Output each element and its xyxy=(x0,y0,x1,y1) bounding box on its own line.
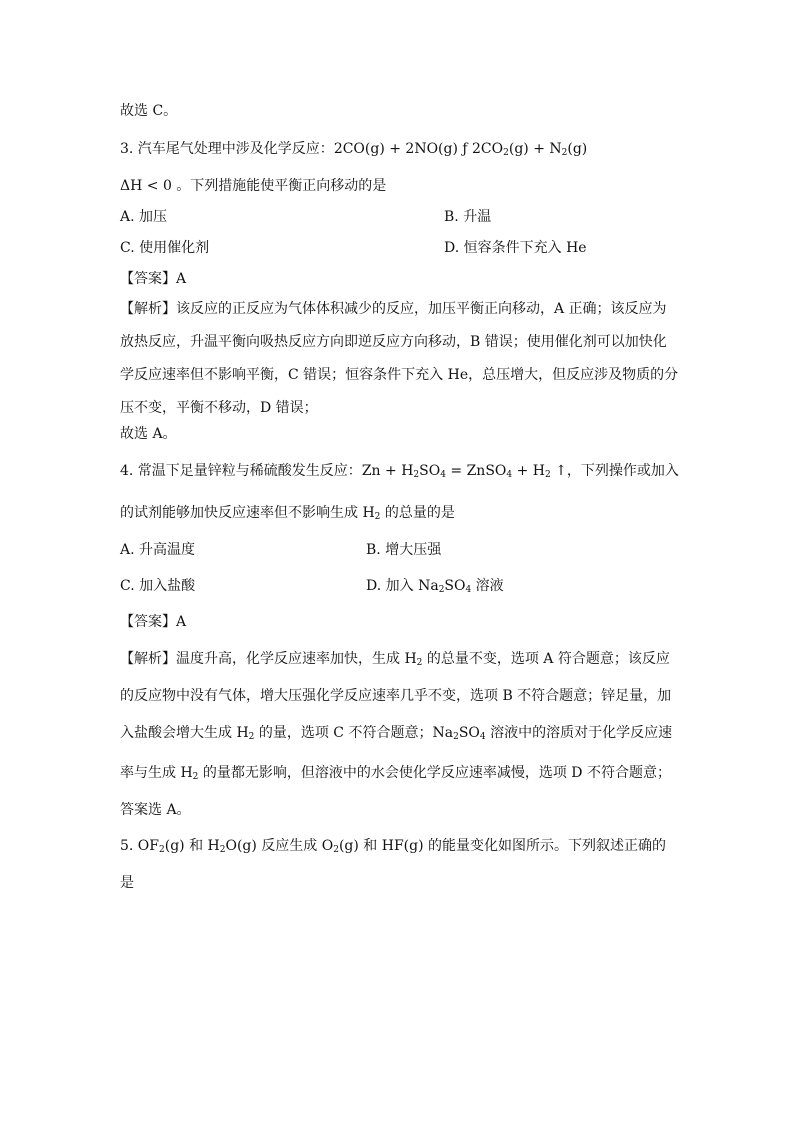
q4-option-c: C. 加入盐酸 xyxy=(120,578,196,594)
q4-option-b: B. 增大压强 xyxy=(366,542,442,558)
q3-option-c: C. 使用催化剂 xyxy=(120,240,210,256)
q3-option-d: D. 恒容条件下充入 He xyxy=(444,240,587,256)
q5-stem: 5. $OF_2(g)$ 和 $H_2O(g)$ 反应生成 $O_2(g)$ 和 HF(g) 的能量变化如图所示。下列叙述正确的 xyxy=(120,838,666,855)
q2-conclusion: 故选 C。 xyxy=(120,103,178,119)
q3-stem xyxy=(120,140,587,158)
q3-stem-line2: ΔH < 0 。下列措施能使平衡正向移动的是 xyxy=(120,178,387,194)
q4-option-a: A. 升高温度 xyxy=(120,542,196,558)
q3-conclusion: 故选 A。 xyxy=(120,426,177,442)
q3-analysis: 【解析】该反应的正反应为气体体积减少的反应，加压平衡正向移动，A 正确；该反应为放热反应，升温平衡向吸热反应方向即逆反应方向移动，B 错误；使用催化剂可以加快化学反应速率但不影响平衡，C 错误；恒容条件下充入 He，总压增大，但反应涉及物质的分压不变，平衡不移动，D 错误； xyxy=(120,301,679,416)
q4-stem-suffix: ，下列操作或加入 xyxy=(566,463,679,479)
q4-analysis-line2: 的反应物中没有气体，增大压强化学反应速率几乎不变，选项 B 不符合题意；锌足量，加 xyxy=(120,688,672,704)
q4-analysis-line4: 率与生成 $H_2$ 的量都无影响，但溶液中的水会使化学反应速率减慢，选项 D 不符合题意； xyxy=(120,765,671,782)
q4-equation: $Zn + H_2SO_4$ = ZnSO$_4$ + $H_2$ ↑ xyxy=(361,463,567,480)
q4-stem xyxy=(120,462,679,480)
q4-analysis-line1: 【解析】温度升高，化学反应速率加快，生成 $H_2$ 的总量不变，选项 A 符合题意；该反应 xyxy=(120,651,670,668)
q3-answer: 【答案】A xyxy=(120,271,187,287)
q4-stem-prefix: 4. 常温下足量锌粒与稀硫酸发生反应： xyxy=(120,463,362,479)
q5-stem-line2: 是 xyxy=(120,875,134,891)
q4-answer: 【答案】A xyxy=(120,614,187,630)
q4-analysis-line3: 入盐酸会增大生成 $H_2$ 的量，选项 C 不符合题意；$Na_2SO_4$ 溶液中的溶质对于化学反应速 xyxy=(120,725,673,742)
q3-equation: 2CO(g) + 2NO(g) ƒ $2CO_2(g) + N_2(g)$ xyxy=(333,141,588,158)
q3-stem-prefix: 3. 汽车尾气处理中涉及化学反应： xyxy=(120,141,334,157)
q4-conclusion: 答案选 A。 xyxy=(120,802,191,818)
q3-option-b: B. 升温 xyxy=(444,209,492,225)
q4-option-d: D. 加入 $Na_2SO_4$ 溶液 xyxy=(366,578,504,595)
q4-stem-line2: 的试剂能够加快反应速率但不影响生成 $H_2$ 的总量的是 xyxy=(120,505,455,522)
q3-option-a: A. 加压 xyxy=(120,209,168,225)
